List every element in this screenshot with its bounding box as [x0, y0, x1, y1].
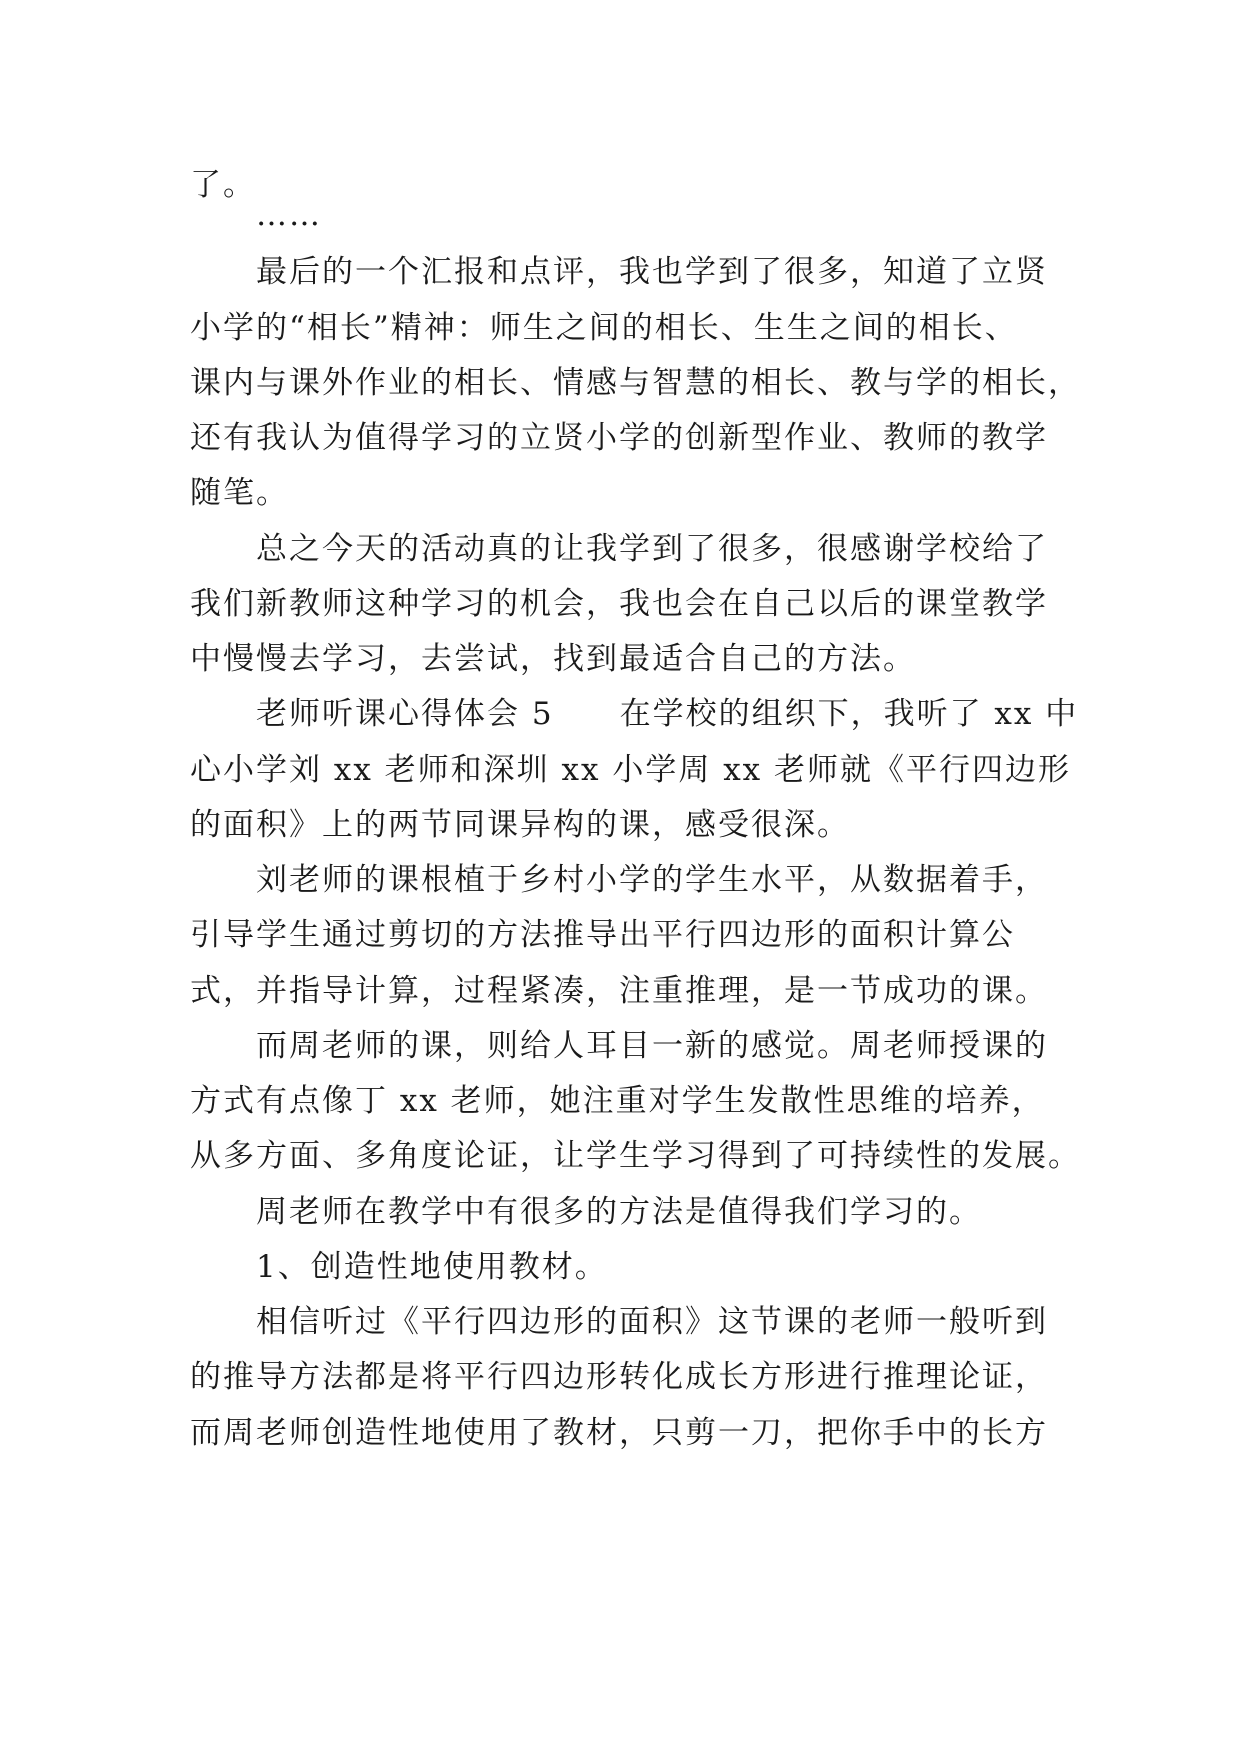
paragraph-line: 相信听过《平行四边形的面积》这节课的老师一般听到	[256, 1304, 1048, 1340]
text-line: 的推导方法都是将平行四边形转化成长方形进行推理论证，	[190, 1359, 1048, 1395]
paragraph-line: 刘老师的课根植于乡村小学的学生水平，从数据着手，	[256, 862, 1048, 898]
text-line: 从多方面、多角度论证，让学生学习得到了可持续性的发展。	[190, 1138, 1081, 1174]
ellipsis-line: ……	[256, 197, 322, 233]
paragraph-line: 最后的一个汇报和点评，我也学到了很多，知道了立贤	[256, 254, 1048, 290]
paragraph-line: 周老师在教学中有很多的方法是值得我们学习的。	[256, 1194, 982, 1230]
text-line: 中慢慢去学习，去尝试，找到最适合自己的方法。	[190, 641, 916, 677]
text-line: 的面积》上的两节同课异构的课，感受很深。	[190, 807, 850, 843]
text-line: 我们新教师这种学习的机会，我也会在自己以后的课堂教学	[190, 586, 1048, 622]
text-line: 了。	[190, 167, 256, 203]
paragraph-line: 而周老师的课，则给人耳目一新的感觉。周老师授课的	[256, 1028, 1048, 1064]
list-item-line: 1、创造性地使用教材。	[256, 1249, 608, 1285]
text-line: 引导学生通过剪切的方法推导出平行四边形的面积计算公	[190, 917, 1015, 953]
text-line: 小学的“相长”精神：师生之间的相长、生生之间的相长、	[190, 310, 1018, 346]
text-line: 方式有点像丁 xx 老师，她注重对学生发散性思维的培养，	[190, 1083, 1045, 1119]
text-line: 课内与课外作业的相长、情感与智慧的相长、教与学的相长，	[190, 365, 1081, 401]
text-line: 式，并指导计算，过程紧凑，注重推理，是一节成功的课。	[190, 973, 1048, 1009]
section-heading-line: 老师听课心得体会 5 在学校的组织下，我听了 xx 中	[256, 696, 1079, 732]
text-line: 心小学刘 xx 老师和深圳 xx 小学周 xx 老师就《平行四边形	[190, 752, 1072, 788]
paragraph-line: 总之今天的活动真的让我学到了很多，很感谢学校给了	[256, 531, 1048, 567]
text-line: 随笔。	[190, 475, 289, 511]
text-line: 还有我认为值得学习的立贤小学的创新型作业、教师的教学	[190, 420, 1048, 456]
text-line: 而周老师创造性地使用了教材，只剪一刀，把你手中的长方	[190, 1415, 1048, 1451]
